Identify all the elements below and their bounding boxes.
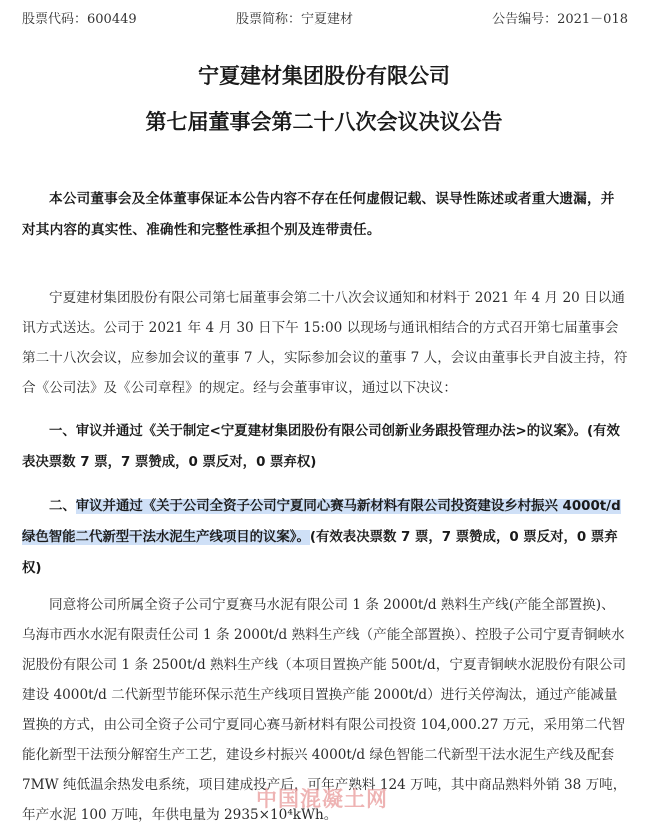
board-guarantee-notice: 本公司董事会及全体董事保证本公告内容不存在任何虚假记载、误导性陈述或者重大遗漏，并对其内容的真实性、准确性和完整性承担个别及连带责任。 [22,191,615,238]
resolution-one: 一、审议并通过《关于制定<宁夏建材集团股份有限公司创新业务跟投管理办法>的议案》。(有效表决票数 7 票，7 票赞成，0 票反对，0 票弃权) [22,424,620,470]
resolution-two-highlighted-text: 审议并通过《关于公司全资子公司宁夏同心赛马新材料有限公司投资建设乡村振兴 4000t/d 绿色智能二代新型干法水泥生产线项目的议案》。 [22,499,621,545]
company-title: 宁夏建材集团股份有限公司 [198,64,450,88]
resolution-two [22,491,628,584]
announcement-header [22,8,628,28]
site-watermark: 中国混凝土网 [256,787,388,811]
resolution-two-prefix: 二、 [49,499,76,514]
announcement-number: 公告编号：2021－018 [492,12,628,27]
meeting-intro-paragraph: 宁夏建材集团股份有限公司第七届董事会第二十八次会议通知和材料于 2021 年 4 月 20 日以通讯方式送达。公司于 2021 年 4 月 30 日下午 15:00 以现场与通讯相结合的方式召开第七届董事会第二十八次会议，应参加会议的董事 7 人，实际参加会议的董事 7 人，会议由董事长尹自波主持，符合《公司法》及《公司章程》的规定。经与会董事审议，通过以下决议： [22,290,628,396]
meeting-title: 第七届董事会第二十八次会议决议公告 [145,110,503,134]
stock-code: 股票代码：600449 [22,12,137,27]
stock-name: 股票简称：宁夏建材 [236,12,354,27]
resolution-two-details: 同意将公司所属全资子公司宁夏赛马水泥有限公司 1 条 2000t/d 熟料生产线(产能全部置换)、乌海市西水水泥有限责任公司 1 条 2000t/d 熟料生产线（产能全部置换）、控股子公司宁夏青铜峡水泥股份有限公司 1 条 2500t/d 熟料生产线（本项目置换产能 500t/d，宁夏青铜峡水泥股份有限公司建设 4000t/d 二代新型节能环保示范生产线项目置换产能 2000t/d）进行关停淘汰，通过产能减量置换的方式，由公司全资子公司宁夏同心赛马新材料有限公司投资 104,000.27 万元，采用第二代智能化新型干法预分解窑生产工艺，建设乡村振兴 4000t/d 绿色智能二代新型干法水泥生产线及配套 7MW 纯低温余热发电系统，项目建成投产后，可年产熟料 124 万吨，其中商品熟料外销 38 万吨，年产水泥 100 万吨，年供电量为 2935×10⁴kWh。 [22,597,627,823]
resolution-two-vote-result: (有效表决票数 7 票，7 票赞成，0 票反对，0 票弃权) [22,530,618,576]
